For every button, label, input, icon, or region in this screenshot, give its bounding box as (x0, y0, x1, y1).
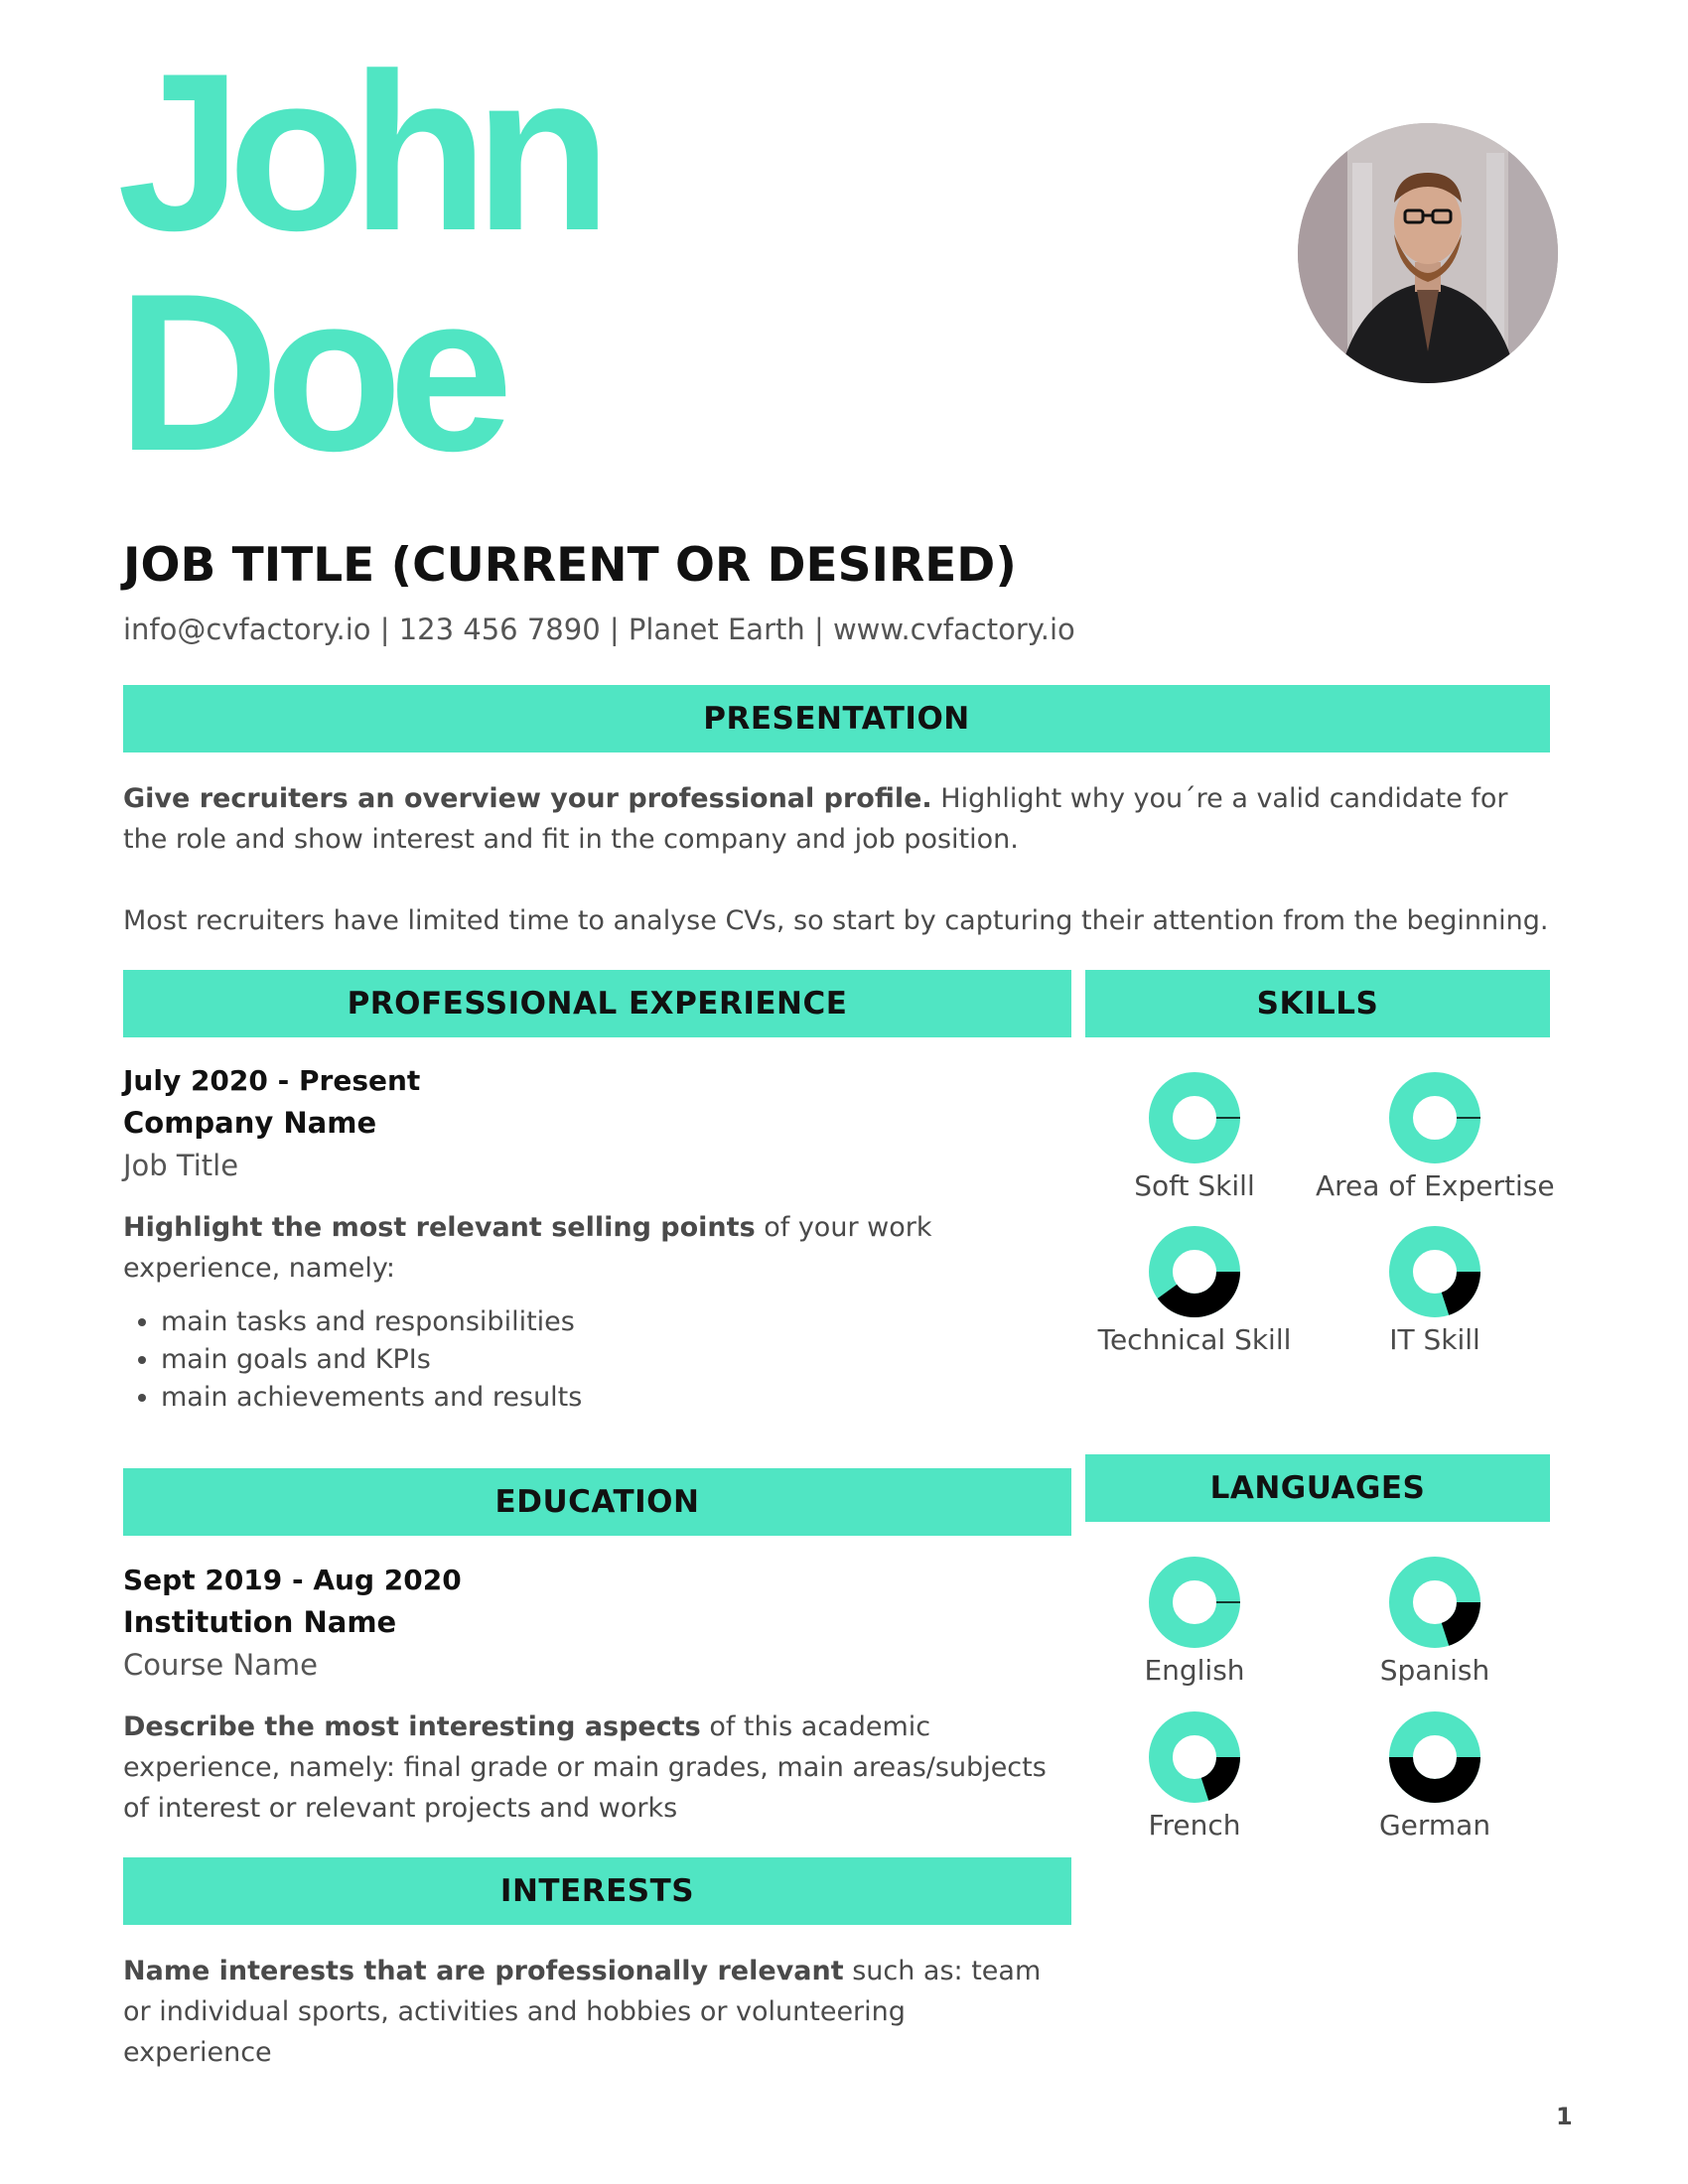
education-description (123, 1706, 1047, 1829)
interests-desc-bold: Name interests that are professionally relevant (123, 1956, 844, 1986)
experience-description (123, 1207, 1047, 1289)
last-name: Doe (117, 246, 499, 497)
presentation-paragraph-2: Most recruiters have limited time to analyse CVs, so start by capturing their attention from the beginning. (123, 905, 1549, 936)
education-date: Sept 2019 - Aug 2020 (123, 1564, 462, 1596)
level-remainder (1442, 1602, 1480, 1646)
skill-item-area-of-expertise (1316, 1070, 1554, 1202)
language-donut (1387, 1555, 1482, 1650)
presentation-bold: Give recruiters an overview your professional profile. (123, 783, 932, 814)
experience-heading: PROFESSIONAL EXPERIENCE (123, 970, 1071, 1037)
presentation-heading: PRESENTATION (123, 685, 1550, 752)
education-desc-bold: Describe the most interesting aspects (123, 1711, 701, 1742)
language-label: German (1378, 1809, 1491, 1842)
level-remainder (1389, 1757, 1480, 1803)
experience-job-title: Job Title (123, 1149, 239, 1182)
language-label: French (1148, 1809, 1241, 1842)
skill-item-soft-skill (1075, 1070, 1314, 1202)
language-donut (1147, 1709, 1242, 1805)
list-item: • main achievements and results (161, 1379, 1055, 1417)
interests-heading: INTERESTS (123, 1857, 1071, 1925)
skill-donut (1147, 1070, 1242, 1165)
skill-donut (1147, 1224, 1242, 1319)
language-label: Spanish (1379, 1654, 1490, 1687)
course-name: Course Name (123, 1648, 319, 1682)
experience-bullets (123, 1303, 1055, 1417)
language-donut (1147, 1555, 1242, 1650)
language-item-english (1075, 1555, 1314, 1687)
skills-heading: SKILLS (1085, 970, 1550, 1037)
presentation-rest: Highlight why you´re a valid candidate for the role and show interest and fit in the company and job position. (123, 783, 1508, 855)
skill-item-it-skill (1316, 1224, 1554, 1356)
education-heading: EDUCATION (123, 1468, 1071, 1536)
language-item-spanish (1316, 1555, 1554, 1687)
interests-description (123, 1951, 1047, 2073)
languages-heading: LANGUAGES (1085, 1454, 1550, 1522)
language-donut (1387, 1709, 1482, 1805)
skill-label: Area of Expertise (1316, 1169, 1555, 1202)
skill-label: Soft Skill (1134, 1169, 1255, 1202)
skill-donut (1387, 1070, 1482, 1165)
skill-item-technical-skill (1075, 1224, 1314, 1356)
level-remainder (1201, 1757, 1240, 1801)
language-item-german (1316, 1709, 1554, 1842)
level-remainder (1442, 1272, 1480, 1315)
company-name: Company Name (123, 1106, 377, 1140)
first-name: John (117, 26, 598, 277)
job-title: JOB TITLE (CURRENT OR DESIRED) (123, 538, 1017, 593)
skill-label: IT Skill (1389, 1323, 1480, 1356)
language-label: English (1144, 1654, 1245, 1687)
skill-label: Technical Skill (1097, 1323, 1292, 1356)
profile-photo (1298, 123, 1558, 383)
list-item: • main tasks and responsibilities (161, 1303, 1055, 1341)
page-number: 1 (1556, 2103, 1573, 2130)
interests-desc-rest: such as: team or individual sports, activities and hobbies or volunteering experience (123, 1956, 1042, 2068)
list-item: • main goals and KPIs (161, 1341, 1055, 1379)
contact-line: info@cvfactory.io | 123 456 7890 | Planet Earth | www.cvfactory.io (123, 613, 1075, 646)
experience-date: July 2020 - Present (123, 1064, 421, 1097)
experience-desc-bold: Highlight the most relevant selling points (123, 1212, 756, 1243)
presentation-paragraph-1 (123, 778, 1553, 860)
institution-name: Institution Name (123, 1605, 397, 1639)
experience-desc-rest: of your work experience, namely: (123, 1212, 932, 1284)
skill-donut (1387, 1224, 1482, 1319)
person-portrait-icon (1298, 123, 1558, 383)
education-desc-rest: of this academic experience, namely: final grade or main grades, main areas/subjects of interest or relevant projects and works (123, 1711, 1047, 1824)
language-item-french (1075, 1709, 1314, 1842)
